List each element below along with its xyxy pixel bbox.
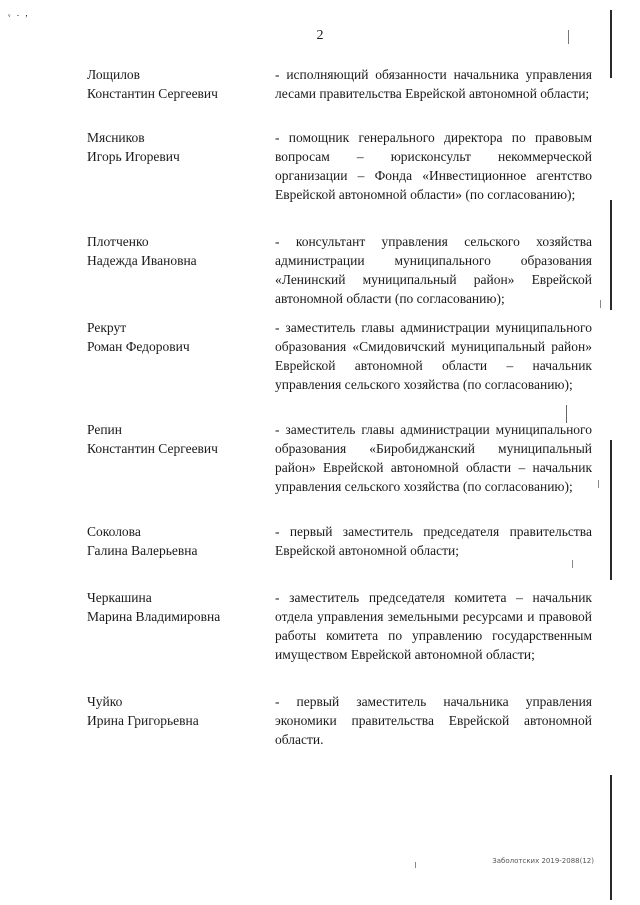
member-given-names: Константин Сергеевич [87, 86, 218, 101]
member-position: - консультант управления сельского хозяйства администрации муниципального образования «Ленинский муниципальный район» Еврейской автономной области (по согласованию); [275, 234, 592, 306]
member-name [87, 692, 267, 730]
scan-tick-5 [598, 480, 599, 488]
member-position: - первый заместитель председателя правительства Еврейской автономной области; [275, 524, 592, 558]
member-position: - исполняющий обязанности начальника управления лесами правительства Еврейской автономной области; [275, 67, 592, 101]
member-surname: Чуйко [87, 694, 123, 709]
member-surname: Репин [87, 422, 122, 437]
scan-tick-3 [572, 560, 573, 568]
member-given-names: Марина Владимировна [87, 609, 221, 624]
member-position: - первый заместитель начальника управления экономики правительства Еврейской автономной области. [275, 694, 592, 747]
member-given-names: Игорь Игоревич [87, 149, 180, 164]
member-surname: Плотченко [87, 234, 149, 249]
member-given-names: Надежда Ивановна [87, 253, 197, 268]
member-given-names: Ирина Григорьевна [87, 713, 199, 728]
member-given-names: Константин Сергеевич [87, 441, 218, 456]
member-name [87, 232, 267, 270]
member-surname: Черкашина [87, 590, 152, 605]
document-registration-code: Заболотских 2019-2088(12) [492, 857, 594, 865]
member-position: - заместитель председателя комитета – начальник отдела управления земельными ресурсами и правовой работы комитета по управлению государственным имуществом Еврейской автономной области; [275, 590, 592, 662]
member-given-names: Роман Федорович [87, 339, 190, 354]
scan-edge-line-mid [610, 200, 612, 310]
member-name [87, 318, 267, 356]
member-position: - заместитель главы администрации муниципального образования «Биробиджанский муниципальный район» Еврейской автономной области – начальник управления сельского хозяйства (по согласованию); [275, 422, 592, 494]
member-surname: Рекрут [87, 320, 127, 335]
member-position: - помощник генерального директора по правовым вопросам – юрисконсульт некоммерческой организации – Фонда «Инвестиционное агентство Еврейской автономной области» (по согласованию); [275, 130, 592, 202]
member-position: - заместитель главы администрации муниципального образования «Смидовичский муниципальный район» Еврейской автономной области – начальник управления сельского хозяйства (по согласованию); [275, 320, 592, 392]
member-name [87, 588, 267, 626]
scan-tick-4 [600, 300, 601, 308]
member-name [87, 128, 267, 166]
member-name [87, 65, 267, 103]
scan-tick-6 [415, 862, 416, 868]
member-surname: Соколова [87, 524, 141, 539]
scan-edge-line-low [610, 440, 612, 580]
page-number: 2 [316, 28, 324, 43]
scan-tick-1 [568, 30, 569, 44]
scan-edge-line-top [610, 10, 612, 78]
member-name [87, 420, 267, 458]
member-given-names: Галина Валерьевна [87, 543, 198, 558]
member-name [87, 522, 267, 560]
scan-corner-marks: ᵥ . , [8, 8, 30, 18]
member-surname: Лощилов [87, 67, 141, 82]
scan-edge-line-bottom [610, 775, 612, 900]
member-surname: Мясников [87, 130, 145, 145]
